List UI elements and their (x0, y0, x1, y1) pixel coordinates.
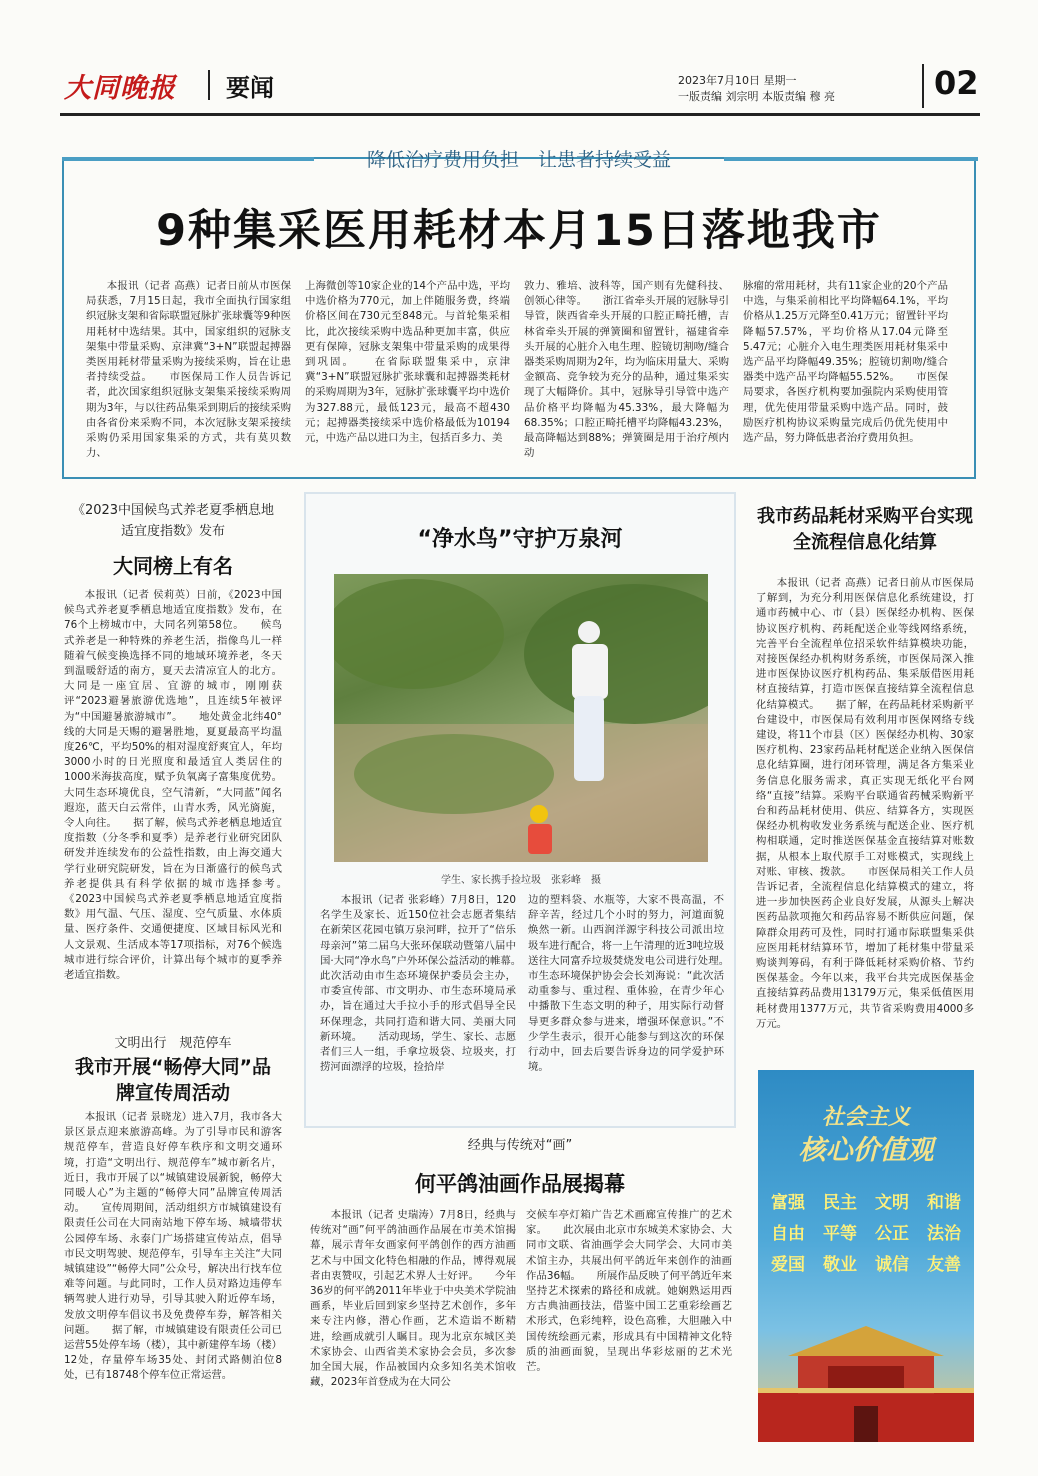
photo-caption: 学生、家长携手捡垃圾 张彩峰 摄 (441, 875, 601, 886)
lead-col-4: 脉瘤的常用耗材，共有11家企业的20个产品中选，与集采前相比平均降幅64.1%，平均价格从1.25万元降至0.41万元；留置针平均降幅57.57%，平均价格从17.04元降至5.47元；心脏介入电生理类医用耗材集采中选产品平均降幅49.35%；腔镜切割吻/缝合器类中选产品平均降幅55.52%。 市医保局要求，各医疗机构要加强院内采购使用管理，优先使用带量采购中选产品。同时，鼓励医疗机构协议采购量完成后仍优先使用中选产品，努力降低患者治疗费用负担。 (743, 280, 948, 445)
value-word: 富强 (771, 1193, 805, 1213)
value-word: 和谐 (927, 1193, 961, 1213)
masthead (60, 62, 980, 112)
article-col-1: 本报讯（记者 史瑞涛）7月8日，经典与传统对“画”何平鸽油画作品展在市美术馆揭幕，展示青年女画家何平鸽创作的西方油画艺术与中国文化特色相融的作品，博得观展者由衷赞叹，引起艺术界人士好评。 今年36岁的何平鸽2011年毕业于中央美术学院油画系，毕业后回到家乡坚持艺术创作，多年来专注内修，潜心作画，艺术造诣不断精进，绘画成就引人瞩目。现为北京东城区美术家协会、山西省美术家协会会员，多次参加全国大展，作品被国内众多知名美术馆收藏，2023年首登成为在大同公 (310, 1209, 516, 1389)
article-body: 本报讯（记者 高燕）记者日前从市医保局了解到，为充分利用医保信息化系统建设，打通市药械中心、市（县）医保经办机构、医保协议医疗机构、药耗配送企业等线网络系统，完善平台全流程单位招采软件结算模块功能，对接医保经办机构财务系统，市医保局深入推进市医保协议医疗机构药品、集采版借医用耗材直接结算，打造市医保直接结算全流程信息化结算模式。 据了解，在药品耗材采购新平台建设中，市医保局有效利用市医保网络专线建设，将11个市县（区）医保经办机构、30家医疗机构、23家药品耗材配送企业纳入医保信息化结算圈，进行闭环管理，满足各方集采业务信息化服务需求，真正实现无纸化平台网络“直接”结算。采购平台联通省药械采购新平台和药品耗材使用、供应、结算各方，实现医保经办机构收发业务系统与配送企业、医疗机构相联通，定时推送医保基金直接结算对账数据，从根本上取代原手工对账模式，实现线上对账、审核、拨款。 市医保局相关工作人员告诉记者，全流程信息化结算模式的建立，将进一步加快医药企业良好发展，从源头上解决医药品款项拖欠和药品容易不断供应问题，保障群众用药可及性，同时打通市际联盟集采供应医用耗材结算环节，增加了耗材集中带量采购谈判筹码，有利于降低耗材采购价格、节约医保基金。今年以来，我平台共完成医保基金直接结算药品费用13179万元，集采低值医用耗材费用1377万元，共节省采购费用4000多万元。 (756, 577, 974, 1030)
editor-credits: 一版责编 刘宗明 本版责编 穆 亮 (678, 90, 835, 103)
lead-col-1: 本报讯（记者 高燕）记者日前从市医保局获悉，7月15日起，我市全面执行国家组织冠脉支架和省际联盟冠脉扩张球囊等9种医用耗材中选结果。其中，国家组织的冠脉支架集中带量采购、京津冀“3+N”联盟起搏器类医用耗材带量采购为接续采购，旨在让患者持续受益。 市医保局工作人员告诉记者，此次国家组织冠脉支架集采接续采购周期为3年，与以往药品集采到期后的接续采购由各省份来采购不同，本次冠脉支架采接续采购仍采用国家集采的方式，共有莫贝数力、 (86, 280, 291, 460)
article-procurement-platform (752, 500, 978, 1062)
values-row (762, 1219, 970, 1244)
article-headline: 大同榜上有名 (113, 554, 233, 578)
value-word: 敬业 (823, 1255, 857, 1275)
article-kicker: 文明出行 规范停车 (114, 1036, 232, 1051)
page-divider (922, 64, 924, 108)
article-kicker: 经典与传统对“画” (467, 1138, 573, 1153)
article-headline: 何平鸽油画作品展揭幕 (415, 1172, 625, 1196)
article-headline: 我市开展“畅停大同”品牌宣传周活动 (75, 1056, 271, 1104)
lead-story (62, 149, 976, 479)
cleanup-photo (334, 574, 708, 862)
article-oil-painting-exhibition (304, 1134, 736, 1444)
value-word: 法治 (927, 1224, 961, 1244)
poster-values (762, 1188, 970, 1275)
article-body: 本报讯（记者 侯莉英）日前，《2023中国候鸟式养老夏季栖息地适宜度指数》发布，在76个上榜城市中，大同名列第58位。 候鸟式养老是一种特殊的养老生活，指像鸟儿一样随着气候变换选择不同的地域环境养老，冬天到温暖舒适的南方，夏天去清凉宜人的北方。大同是一座宜居、宜游的城市，刚刚获评“2023避暑旅游优选地”，且连续5年被评为“中国避暑旅游城市”。 地处黄金北纬40°线的大同是天赐的避暑胜地，夏夏最高平均温度26℃，平均50%的相对湿度舒爽宜人，年均3000小时的日光照度和最适宜人类居住的1000米海拔高度，赋予负氧离子富集度优势。大同生态环境优良，空气清新，“大同蓝”闻名遐迩，蓝天白云常伴，山青水秀，风光旖旎，令人向往。 据了解，候鸟式养老栖息地适宜度指数（分冬季和夏季）是养老行业研究团队研发并连续发布的公益性指数，由上海交通大学行业研究院研发，旨在为日渐盛行的候鸟式养老提供具有科学依据的城市选择参考。 《2023中国候鸟式养老夏季栖息地适宜度指数》用气温、气压、湿度、空气质量、水体质量、医疗条件、交通便捷度、区域目标风光和人文景观、生活成本等17项指标，对76个候选城市进行综合评价，计算出每个城市的夏季养老适宜指数。 (64, 589, 282, 982)
article-body: 本报讯（记者 景晓龙）进入7月，我市各大景区景点迎来旅游高峰。为了引导市民和游客规范停车，营造良好停车秩序和文明交通环境，打造“文明出行、规范停车”城市新名片，近日，我市开展了以“城镇建设展新貌，畅停大同暖人心”为主题的“畅停大同”品牌宣传周活动。 宣传周期间，活动组织方市城镇建设有限责任公司在大同南站地下停车场、城墙带状公园停车场、永泰门广场搭建宣传站点，倡导市民文明驾驶、规范停车，引导车主关注“大同城镇建设”“畅停大同”公众号，解决出行找车位难等问题。与此同时，工作人员对路边违停车辆驾驶人进行劝导，引导其驶入附近停车场，发放文明停车倡议书及免费停车券，解答相关问题。 据了解，市城镇建设有限责任公司已运营55处停车场（楼），其中新建停车场（楼）12处，存量停车场35处、封闭式路侧泊位8处，已有18748个停车位正常运营。 (64, 1111, 282, 1382)
article-river-cleanup (304, 492, 736, 1128)
value-word: 平等 (823, 1224, 857, 1244)
article-col-1: 本报讯（记者 张彩峰）7月8日，120名学生及家长、近150位社会志愿者集结在新荣区花园屯镇万泉河畔，拉开了“倍乐母亲河”第二届乌大张环保联动暨第八届中国·大同“净水鸟”户外环保公益活动的帷幕。 此次活动由市生态环境保护委员会主办，市委宣传部、市文明办、市生态环境局承办，旨在通过大手拉小手的形式倡导全民环保理念，共同打造和谐大同、美丽大同新环境。 活动现场，学生、家长、志愿者们三人一组，手拿垃圾袋、垃圾夹，打捞河面漂浮的垃圾，捡拾岸 (320, 894, 516, 1074)
value-word: 文明 (875, 1193, 909, 1213)
issue-date: 2023年7月10日 星期一 (678, 74, 797, 87)
article-headline: 我市药品耗材采购平台实现全流程信息化结算 (757, 506, 973, 553)
page-number: 02 (934, 64, 979, 102)
values-row (762, 1250, 970, 1275)
value-word: 民主 (823, 1193, 857, 1213)
value-word: 公正 (875, 1224, 909, 1244)
values-row (762, 1188, 970, 1213)
poster-title-1: 社会主义 (821, 1105, 910, 1130)
article-kicker: 《2023中国候鸟式养老夏季栖息地适宜度指数》发布 (71, 503, 275, 539)
article-migratory-retirement (60, 500, 286, 1030)
value-word: 诚信 (875, 1255, 909, 1275)
lead-col-3: 敦力、雅培、波科等，国产则有先健科技、创领心律等。 浙江省牵头开展的冠脉导引导管，陕西省牵头开展的口腔正畸托槽，吉林省牵头开展的弹簧圈和留置针，福建省牵头开展的心脏介入电生理、腔镜切割吻/缝合器类采购周期为2年，均为临床用量大、采购金额高、竞争较为充分的品种，通过集采实现了大幅降价。其中，冠脉导引导管中选产品价格平均降幅为45.33%，最大降幅为68.35%；口腔正畸托槽平均降幅43.23%，最高降幅达到88%；弹簧圈是用于治疗颅内动 (524, 280, 729, 460)
masthead-rule (60, 113, 980, 116)
newspaper-logo: 大同晚报 (64, 73, 176, 104)
lead-headline: 9种集采医用耗材本月15日落地我市 (156, 206, 882, 256)
lead-kicker: 降低治疗费用负担 让患者持续受益 (366, 149, 671, 171)
value-word: 友善 (927, 1255, 961, 1275)
cleanup-photo-illustration (334, 574, 708, 862)
tiananmen-illustration (758, 1296, 974, 1442)
value-word: 爱国 (771, 1255, 805, 1275)
article-headline: “净水鸟”守护万泉河 (417, 527, 623, 552)
section-title: 要闻 (226, 73, 274, 102)
article-col-2: 交候车亭灯箱广告艺术画廊宣传推广的艺术家。 此次展由北京市东城美术家协会、大同市文联、省油画学会大同学会、大同市美术馆主办，共展出何平鸽近年来创作的油画作品36幅。 所展作品反映了何平鸽近年来坚持艺术探索的路径和成就。她娴熟运用西方古典油画技法，借鉴中国工艺重彩绘画艺术形式，色彩纯粹，设色高雅，大胆融入中国传统绘画元素，形成具有中国精神文化特质的油画面貌，呈现出华彩炫丽的艺术光芒。 (526, 1209, 732, 1374)
core-values-poster (758, 1070, 974, 1442)
article-parking-week (60, 1032, 286, 1432)
article-col-2: 边的塑料袋、水瓶等，大家不畏高温，不辞辛苦，经过几个小时的努力，河道面貌焕然一新。山西润洋源宇科技公司派出垃圾车进行配合，将一上午清理的近3吨垃圾送往大同富乔垃圾焚烧发电公司进行处理。 市生态环境保护协会会长刘海说：“此次活动重参与、重过程、重体验，在青少年心中播散下生态文明的种子，用实际行动督导更多群众参与进来，增强环保意识。”不少学生表示，很开心能参与到这次的环保行动中，回去后要告诉身边的同学爱护环境。 (528, 894, 724, 1074)
logo-divider (208, 70, 210, 100)
value-word: 自由 (771, 1224, 805, 1244)
poster-title-2: 核心价值观 (798, 1135, 934, 1166)
lead-col-2: 上海微创等10家企业的14个产品中选，平均中选价格为770元，加上伴随服务费，终端价格区间在730元至848元。与首轮集采相比，此次接续采购中选品种更加丰富，供应更有保障，冠脉支架集中带量采购的成果得到巩固。 在省际联盟集采中，京津冀“3+N”联盟冠脉扩张球囊和起搏器类耗材的采购周期为3年，冠脉扩张球囊平均中选价为327.88元，最低123元，最高不超430元；起搏器类接续采中选价格最低为10194元，中选产品以进口为主，包括百多力、美 (305, 280, 510, 445)
